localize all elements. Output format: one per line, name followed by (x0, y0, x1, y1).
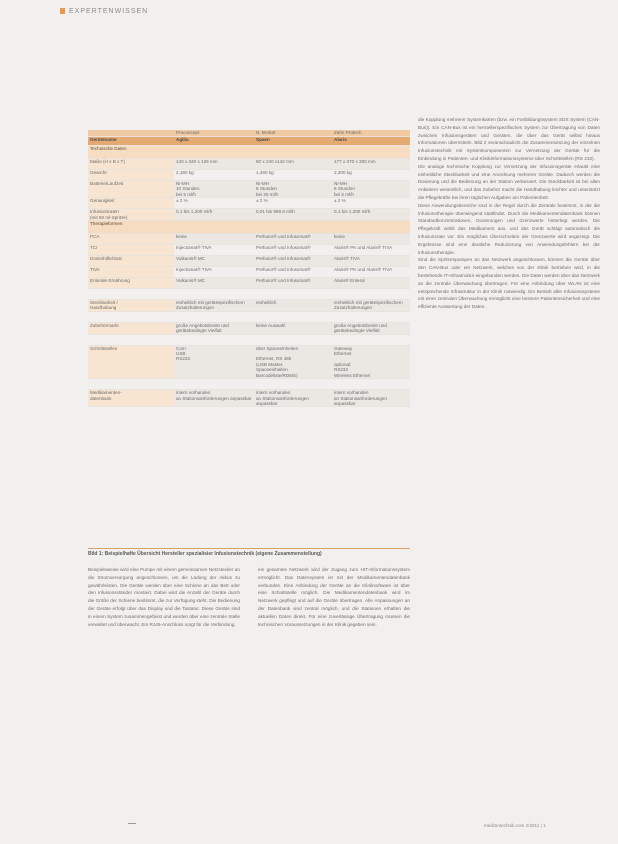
bottom-text-column-1 (88, 566, 240, 628)
comparison-table (88, 130, 410, 407)
bottom-text-column-2 (258, 566, 410, 628)
page-footer: medizintechnik.com 2/2011 | 1 (484, 823, 546, 828)
table-row (88, 209, 410, 221)
header-label: EXPERTENWISSEN (69, 8, 149, 15)
table-cell: 1,460 kg (256, 170, 274, 175)
table-row (88, 198, 410, 209)
table-cell: Perfusor® und Infusomat® (256, 245, 311, 251)
table-cell: Dosierhilfe/Satz (88, 256, 174, 266)
table-row (88, 146, 410, 159)
table-cell: intern vorhanden an Stationsanforderungen anpassbar (334, 390, 387, 406)
table-cell: Agilia (176, 137, 189, 142)
table-cell: Alaris® Enteral (334, 278, 365, 284)
table-cell: 80 x 240 x142 mm (256, 159, 294, 164)
right-text-column (418, 116, 600, 311)
table-cell: Gerätename (90, 137, 117, 142)
table-row (88, 170, 410, 181)
table-cell: Vulkanis® MC (176, 256, 205, 262)
table-row (88, 335, 410, 346)
table-row (88, 181, 410, 198)
table-cell: Ni-MH 8 Stunden bei 25 ml/h (256, 181, 279, 197)
table-cell: Enterale Ernährung (88, 278, 174, 288)
table-caption: Bild 1: Beispielhafte Übersicht Hersteller spezialisier Infusionstechnik (eigene Zusammenstellung) (88, 548, 410, 557)
body-paragraph: Die analoge technische Kopplung zur Vernetzung der Infusionsgeräte erlaubt eine einheitliche Steckbarkeit und eine Anordnung mehrerer Geräte. Dadurch werden die Dosierung und die Bedienung an der Station verbessert. Die Steckbarkeit ist bei allen Anbietern wesentlich, und das Zubehör macht die Handhabung leichter und unterstützt die Pflegekräfte bei ihren täglichen Aufgaben am Patientenbett. (418, 163, 600, 200)
table-row (88, 312, 410, 323)
table-cell: Perfusor® und Infusomat® (256, 256, 311, 262)
table-cell: Alaris (334, 137, 347, 142)
table-row (88, 137, 410, 146)
table-row (88, 159, 410, 170)
table-cell: einheitlich (256, 300, 277, 306)
table-cell: ± 2 % (176, 198, 188, 204)
table-row (88, 379, 410, 390)
table-cell: Proconcept (176, 130, 200, 135)
table-cell: Steckbarkeit / Handhabung (88, 300, 174, 311)
table-cell: keine Auswahl (256, 322, 286, 328)
table-row (88, 300, 410, 312)
table-cell: Genauigkeit (88, 198, 174, 208)
table-cell: intern vorhanden an Stationsanforderungen anpassbar (256, 390, 309, 406)
header-accent (60, 8, 65, 14)
table-cell (88, 130, 174, 136)
table-cell: Infusionsraten (mit 50 ml-Spritze) (88, 209, 174, 220)
table-cell: Maße (H x B x T) (88, 159, 174, 169)
table-cell: große Angebotsbreite und gerätebedingte Vielfalt (334, 322, 387, 334)
table-row (88, 390, 410, 407)
table-cell: 2,300 kg (334, 170, 352, 175)
table-cell: intern vorhanden an Stationsanforderungen anpassbar (176, 390, 252, 401)
table-row (88, 256, 410, 267)
table-cell: Perfusor® und Infusomat® (256, 278, 311, 284)
table-cell: keine (334, 234, 345, 240)
body-paragraph: ein gesamtes Netzwerk wird der Zugang zum HIT-Informationssystem ermöglicht. Das Datensystem ist mit der Medikamentendatenbank verbunden. Eine Anbindung der Geräte an die Kliniksoftware ist über eine Schnittstelle möglich. Die Medikamentendatenbank wird im Netzwerk gepflegt und auf die Geräte übertragen. Alle Anpassungen an der Datenbank sind zentral möglich, und die Stationen erhalten die aktuellen Daten direkt. Für eine zuverlässige Übertragung müssen die technischen Voraussetzungen in der Klinik gegeben sein. (258, 567, 410, 627)
body-paragraph: die Kopplung mehrerer Systemkarten (bzw. ein Fortbildungssystem SDS System (CAN-Bus)). Ein CAN-Bus ist ein herstellerspezifisches System zur Übertragung von Daten zwischen Infusionsgeräten und Geräten, die über das Gerät selbst hinaus Informationen übermitteln. Bild 2 veranschaulicht die Zusammensetzung der einzelnen Infusionstechnik mit Systemkomponenten zur Vernetzung der Geräte für die Einbindung in Patienten- und Klinikinformationssysteme über Schnittstellen (RS 232). (418, 117, 600, 161)
table-cell: TIVA (88, 267, 174, 277)
table-cell: Alaris® PK und Alaris® TIVA (334, 245, 393, 251)
table-row (88, 234, 410, 245)
table-cell: Ni-MH 6 Stunden bei 5 ml/h (334, 181, 355, 197)
table-cell: Vulkanis® MC (176, 278, 205, 284)
table-row (88, 245, 410, 256)
table-cell: große Angebotsbreite und gerätebedingte Vielfalt (176, 322, 229, 334)
table-cell: Schnittstellen (88, 346, 174, 378)
table-cell: Zahn Protech (334, 130, 362, 135)
table-row (88, 267, 410, 278)
table-row (88, 221, 410, 234)
table-cell: Gateway Ethernet optional: RS232 Wireless Ethernet (334, 345, 371, 378)
body-paragraph: Sind die Spritzenpumpen an das Netzwerk angeschlossen, können die Geräte über den CAN-Bus oder ein Netzwerk, welches von der Klinik betrieben wird, in die bestehende IT-Infrastruktur eingebunden werden. Die Daten werden über das Netzwerk an die zentrale Überwachung übertragen. Für eine Anbindung über WLAN ist eine entsprechende Infrastruktur in der Klinik notwendig. Ein Betrieb aller Infusionssysteme mit einer zentralen Überwachung ermöglicht eine bessere Patientensicherheit und eine effiziente Auswertung der Daten. (418, 257, 600, 310)
table-row (88, 278, 410, 289)
table-cell: PCA (88, 234, 174, 244)
table-cell: ± 2 % (334, 198, 346, 204)
table-cell: 140 x 340 x 126 mm (176, 159, 218, 164)
table-cell: Alaris® TIVA (334, 256, 360, 262)
table-cell: Gewicht (88, 170, 174, 180)
table-cell: Spaen (256, 137, 270, 142)
table-cell: Batterie/Laufzeit (88, 181, 174, 197)
table-cell: keine (176, 234, 187, 240)
table-cell: Injectomat® TIVA (176, 267, 212, 273)
table-cell: Therapieformen (90, 221, 123, 227)
page-header (60, 8, 148, 15)
table-cell: ± 2 % (256, 198, 268, 204)
table-cell: 177 x 370 x 300 mm (334, 159, 376, 164)
table-cell: Zubehörmarkt (88, 323, 174, 334)
table-cell: einheitlich mit gerätespezifischem Zusatzhalterungen (334, 300, 403, 311)
table-cell: Perfusor® und Infusomat® (256, 267, 311, 273)
table-row (88, 289, 410, 300)
table-cell: 0,01 bis 999,9 ml/h (256, 209, 295, 215)
body-paragraph: Beispielsweise wird eine Pumpe mit einem gemeinsamen Netzstecker an die Stromversorgung angeschlossen, um die Ladung der Akkus zu gewährleisten. Die Geräte werden über eine Schiene an das Bett oder den Infusionsständer montiert. Dabei wird die Anzahl der Geräte durch die Größe der Schiene bestimmt, die zur Verfügung steht. Die Bedienung der Geräte erfolgt über das Display und die Tastatur. Diese Geräte sind in einem System zusammengefasst und werden über eine zentrale Stelle verwaltet und überwacht. Ein RJ45-Anschluss sorgt für die Verbindung. (88, 567, 240, 627)
table-cell: Injectomat® TIVA (176, 245, 212, 251)
table-cell: Medikamenten- datenbank (88, 390, 174, 406)
table-row (88, 130, 410, 137)
table-cell: N. Brokat (256, 130, 276, 135)
table-cell: Alaris® PK und Alaris® TIVA (334, 267, 393, 273)
table-cell: 0,1 bis 1.200 ml/h (334, 209, 371, 215)
table-cell: Ni-MH 10 Stunden bei 5 ml/h (176, 181, 200, 197)
body-paragraph: Diese Anwendungsbereiche sind in der Regel durch die Zentrale bestimmt, in der die Infusionstherapie überwiegend stattfindet. Durch die Medikamentendatenbank können Standardkonzentrationen, Dosierungen und Grenzwerte hinterlegt werden. Die Pflegekraft wählt das Medikament aus, und das Gerät schlägt automatisch die Infusionsrate vor. Ein mögliches Überschreiten der Grenzwerte wird angezeigt. Die Ergebnisse sind eine deutliche Reduzierung von Anwendungsfehlern bei der Infusionstherapie. (418, 202, 600, 255)
table-row (88, 323, 410, 335)
table-cell: einheitlich mit gerätespezifischem Zusatzhalterungen (176, 300, 245, 311)
table-cell: TCI (88, 245, 174, 255)
table-cell: Perfusor® und Infusomat® (256, 234, 311, 240)
table-row (88, 346, 410, 379)
table-cell: über Spaceeinheiten Ethernet, RS 485 (USB Master, Spaceeinheiten Barcodeliste/RDMS) (256, 345, 299, 378)
table-cell: 0,1 bis 1.200 ml/h (176, 209, 213, 215)
table-cell: Com USB RS232 (176, 345, 191, 362)
footer-rule (128, 823, 136, 824)
table-cell: Technische Daten (90, 146, 127, 151)
table-cell: 2,180 kg (176, 170, 194, 175)
